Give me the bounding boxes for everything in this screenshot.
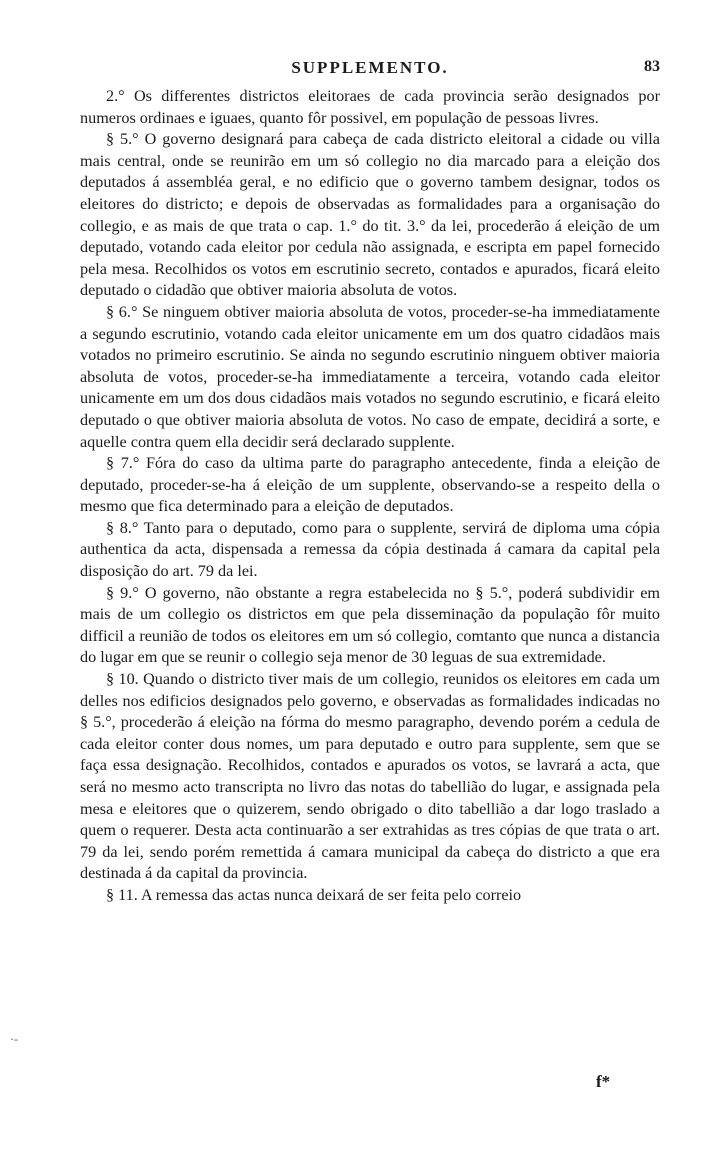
paragraph-section-9: § 9.° O governo, não obstante a regra estabelecida no § 5.°, poderá subdividir em mais de um collegio os districtos em que pela disseminação da população fôr muito difficil a reunião de todos os eleitores em um só collegio, comtanto que nunca a distancia do lugar em que se reunir o collegio seja menor de 30 leguas de sua extremidade. <box>80 583 660 667</box>
running-title: SUPPLEMENTO. <box>291 58 449 77</box>
paragraph-section-8: § 8.° Tanto para o deputado, como para o supplente, servirá de diploma uma cópia authentica da acta, dispensada a remessa da cópia destinada á camara da capital pela disposição do art. 79 da lei. <box>80 518 660 581</box>
margin-mark: ·- <box>10 1032 18 1046</box>
paragraph-section-7: § 7.° Fóra do caso da ultima parte do paragrapho antecedente, finda a eleição de deputado, proceder-se-ha á eleição de um supplente, observando-se a respeito della o mesmo que fica determinado para a eleição de deputados. <box>80 454 660 516</box>
page-number: 83 <box>644 58 660 75</box>
paragraph-section-10: § 10. Quando o districto tiver mais de um collegio, reunidos os eleitores em cada um delles nos edificios designados pelo governo, e observadas as formalidades indicadas no § 5.°, procederão á eleição na fórma do mesmo paragrapho, devendo porém a cedula de cada eleitor conter dous nomes, um para deputado e outro para supplente, sem que se faça essa designação. Recolhidos, contados e apurados os votos, se lavrará a acta, que será no mesmo acto transcripta no livro das notas do tabellião do lugar, e assignada pela mesa e eleitores que o quizerem, sendo obrigado o dito tabellião a dar logo traslado a quem o requerer. Desta acta continuarão a ser extrahidas as tres cópias de que trata o art. 79 da lei, sendo porém remettida á camara municipal da cabeça do districto a que era destinada á da capital da provincia. <box>80 670 660 883</box>
paragraph-item-2: 2.° Os differentes districtos eleitoraes de cada provincia serão designados por numeros ordinaes e iguaes, quanto fôr possivel, em população de pessoas livres. <box>80 87 660 127</box>
paragraph-section-5: § 5.° O governo designará para cabeça de cada districto eleitoral a cidade ou villa mais central, onde se reunirão em um só collegio no dia marcado para a eleição dos deputados á assembléa geral, e no edificio que o governo tambem designar, todos os eleitores do districto; e depois de observadas as formalidades para a organisação do collegio, e as mais de que trata o cap. 1.° do tit. 3.° da lei, procederão á eleição de um deputado, votando cada eleitor por cedula não assignada, e escripta em papel fornecido pela mesa. Recolhidos os votos em escrutinio secreto, contados e apurados, ficará eleito deputado o cidadão que obtiver maioria absoluta de votos. <box>80 130 660 300</box>
body-text <box>80 86 660 907</box>
signature-mark: f* <box>596 1072 611 1091</box>
running-head <box>80 58 660 82</box>
paragraph-section-6: § 6.° Se ninguem obtiver maioria absoluta de votos, proceder-se-ha immediatamente a segundo escrutinio, votando cada eleitor unicamente em um dos quatro cidadãos mais votados no primeiro escrutinio. Se ainda no segundo escrutinio ninguem obtiver maioria absoluta de votos, proceder-se-ha immediatamente a terceira, votando cada eleitor unicamente em um dos dous cidadãos mais votados no segundo escrutinio, e ficará eleito deputado o que obtiver maioria absoluta de votos. No caso de empate, decidirá a sorte, e aquelle contra quem ella decidir será declarado supplente. <box>80 302 660 451</box>
paragraph-section-11: § 11. A remessa das actas nunca deixará de ser feita pelo correio <box>106 885 522 904</box>
